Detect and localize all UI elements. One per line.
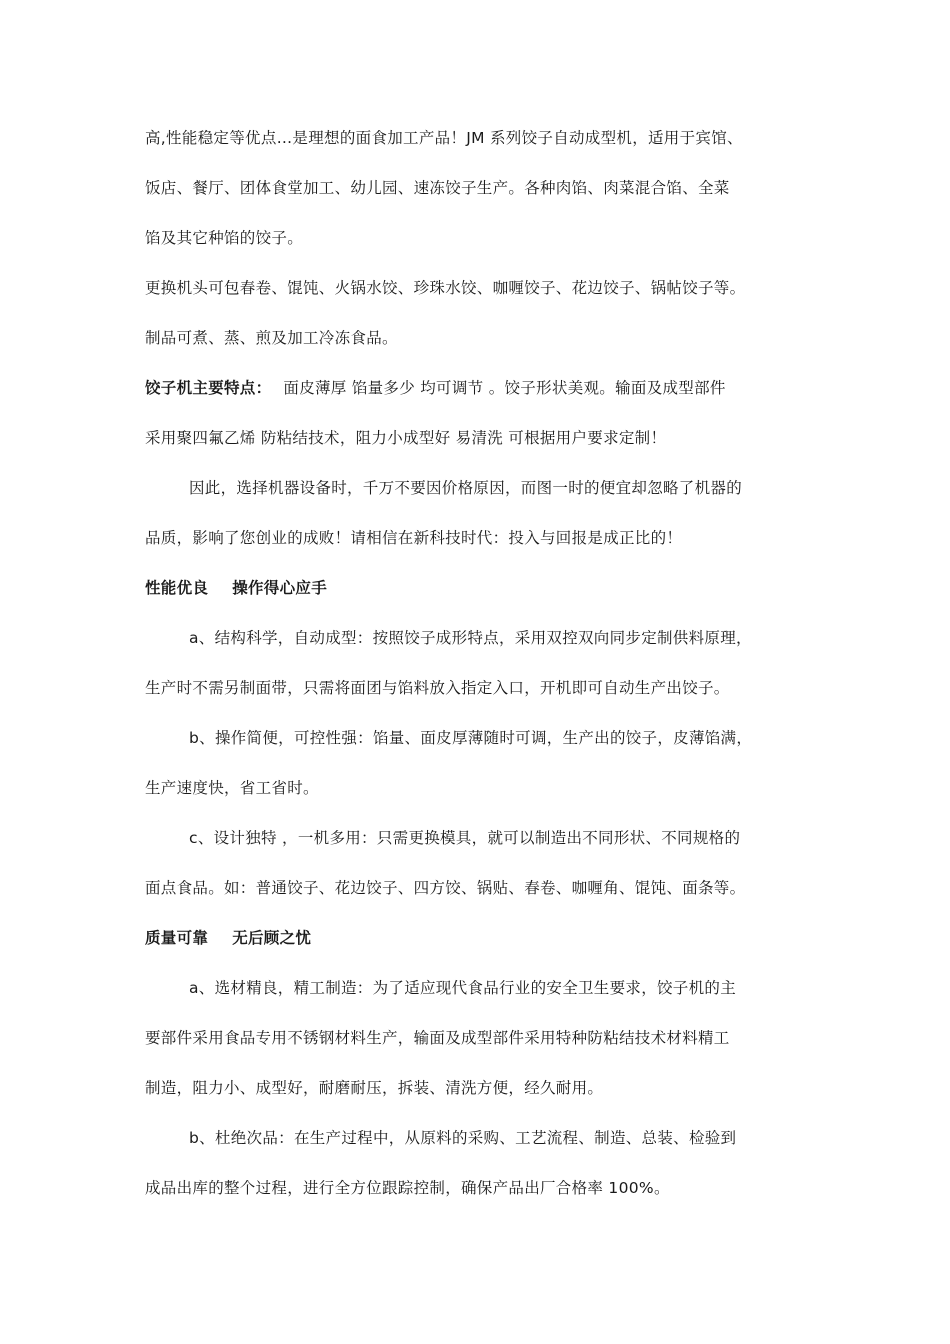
paragraph-line: a、结构科学，自动成型：按照饺子成形特点，采用双控双向同步定制供料原理，: [189, 629, 752, 647]
paragraph-line: 因此，选择机器设备时，千万不要因价格原因，而图一时的便宜却忽略了机器的: [189, 479, 743, 497]
section-heading-part: 无后顾之忧: [232, 929, 312, 947]
features-paragraph: [145, 376, 726, 400]
paragraph-line: 要部件采用食品专用不锈钢材料生产，输面及成型部件采用特种防粘结技术材料精工: [145, 1029, 730, 1047]
section-heading: [145, 926, 311, 950]
section-heading-part: 操作得心应手: [232, 579, 328, 597]
paragraph-line: c、设计独特 ，一机多用：只需更换模具，就可以制造出不同形状、不同规格的: [189, 829, 741, 847]
section-heading-part: 性能优良: [145, 579, 209, 597]
paragraph-line: b、杜绝次品：在生产过程中，从原料的采购、工艺流程、制造、总装、检验到: [189, 1129, 737, 1147]
paragraph-line: 馅及其它种馅的饺子。: [145, 229, 304, 247]
paragraph-line: 制品可煮、蒸、煎及加工冷冻食品。: [145, 329, 398, 347]
paragraph-line: 采用聚四氟乙烯 防粘结技术，阻力小成型好 易清洗 可根据用户要求定制！: [145, 429, 667, 447]
paragraph-line: a、选材精良，精工制造：为了适应现代食品行业的安全卫生要求，饺子机的主: [189, 979, 737, 997]
features-text: 面皮薄厚 馅量多少 均可调节 。饺子形状美观。输面及成型部件: [283, 379, 726, 397]
paragraph-line: 高,性能稳定等优点…是理想的面食加工产品！JM 系列饺子自动成型机，适用于宾馆、: [145, 129, 743, 147]
paragraph-line: 饭店、餐厅、团体食堂加工、幼儿园、速冻饺子生产。各种肉馅、肉菜混合馅、全菜: [145, 179, 730, 197]
paragraph-line: b、操作简便，可控性强：馅量、面皮厚薄随时可调，生产出的饺子，皮薄馅满，: [189, 729, 753, 747]
section-heading-part: 质量可靠: [145, 929, 209, 947]
paragraph-line: 成品出库的整个过程，进行全方位跟踪控制，确保产品出厂合格率 100%。: [145, 1179, 670, 1197]
paragraph-line: 更换机头可包春卷、馄饨、火锅水饺、珍珠水饺、咖喱饺子、花边饺子、锅帖饺子等。: [145, 279, 746, 297]
section-heading: [145, 576, 327, 600]
paragraph-line: 制造，阻力小、成型好，耐磨耐压，拆装、清洗方便，经久耐用。: [145, 1079, 604, 1097]
paragraph-line: 生产时不需另制面带，只需将面团与馅料放入指定入口，开机即可自动生产出饺子。: [145, 679, 730, 697]
paragraph-line: 品质，影响了您创业的成败！请相信在新科技时代：投入与回报是成正比的！: [145, 529, 683, 547]
features-heading: 饺子机主要特点：: [145, 379, 272, 397]
paragraph-line: 面点食品。如：普通饺子、花边饺子、四方饺、锅贴、春卷、咖喱角、馄饨、面条等。: [145, 879, 746, 897]
paragraph-line: 生产速度快，省工省时。: [145, 779, 319, 797]
